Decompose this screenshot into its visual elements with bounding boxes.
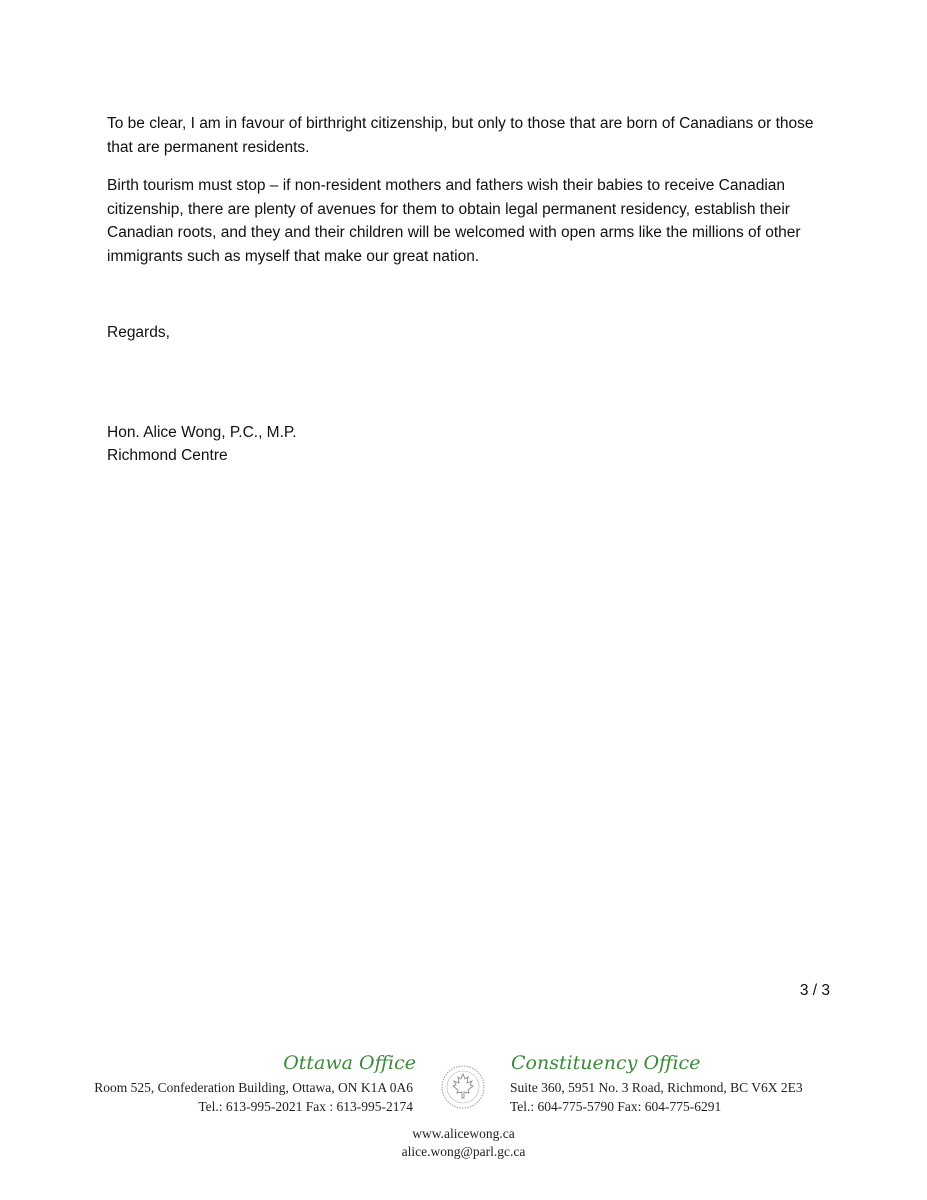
ottawa-office-title: Ottawa Office (283, 1052, 416, 1074)
ottawa-office-address: Room 525, Confederation Building, Ottawa, ON K1A 0A6 (94, 1080, 413, 1095)
constituency-office-phone: Tel.: 604-775-5790 Fax: 604-775-6291 (510, 1099, 722, 1114)
page-number: 3 / 3 (799, 982, 830, 999)
signatory-name: Hon. Alice Wong, P.C., M.P. (107, 424, 297, 441)
email-link[interactable]: alice.wong@parl.gc.ca (401, 1144, 526, 1159)
letter-paragraph-1: To be clear, I am in favour of birthright citizenship, but only to those that are born of Canadians or those that are permanent residents. (107, 115, 814, 156)
signatory-riding: Richmond Centre (107, 447, 228, 464)
letter-closing: Regards, (107, 324, 170, 341)
constituency-office-title: Constituency Office (511, 1052, 701, 1074)
ottawa-office-phone: Tel.: 613-995-2021 Fax : 613-995-2174 (198, 1099, 413, 1114)
letter-paragraph-2: Birth tourism must stop – if non-resident mothers and fathers wish their babies to receive Canadian citizenship, there are plenty of avenues for them to obtain legal permanent residency, establish their Canadian roots, and they and their children will be welcomed with open arms like the millions of other immigrants such as myself that make our great nation. (107, 177, 801, 265)
maple-leaf-crest-icon (440, 1064, 486, 1110)
website-link[interactable]: www.alicewong.ca (412, 1126, 515, 1141)
constituency-office-address: Suite 360, 5951 No. 3 Road, Richmond, BC V6X 2E3 (510, 1080, 803, 1095)
